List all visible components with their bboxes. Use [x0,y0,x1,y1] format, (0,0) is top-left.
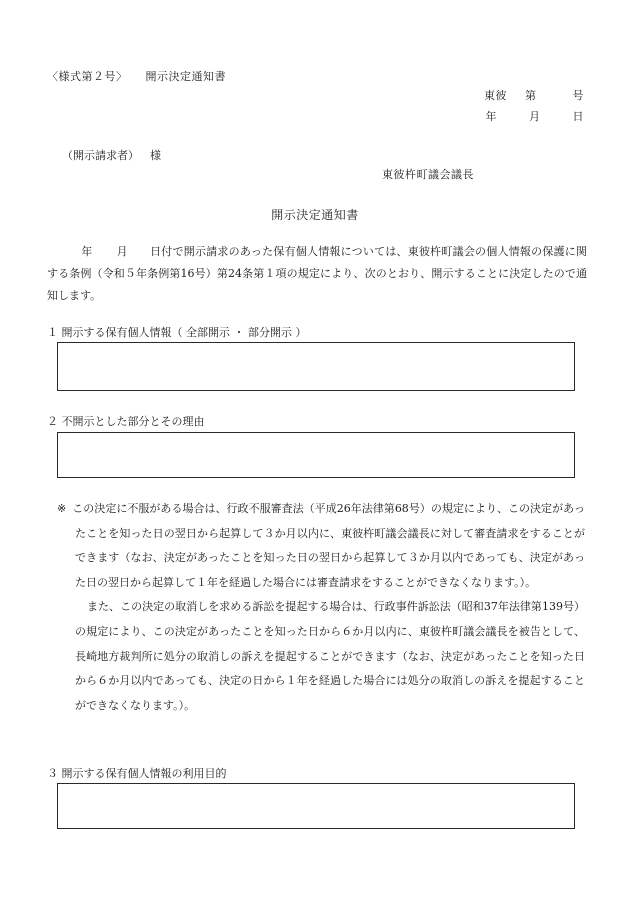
notes [57,497,585,718]
note-mark: ※ [57,502,67,515]
reference-go: 号 [572,89,584,102]
recipient-label: （開示請求者） [62,149,139,162]
recipient-honorific: 様 [150,149,161,162]
reference-number [484,87,584,103]
reference-org: 東彼 [484,89,507,102]
section-2-label: ２ 不開示とした部分とその理由 [47,415,205,428]
body-month: 月 [116,245,128,258]
date-month: 月 [529,110,541,123]
form-number: 〈様式第２号〉 [47,70,128,83]
section-2-box[interactable] [57,432,575,478]
note-text-1: この決定に不服がある場合は、行政不服審査法（平成26年法律第68号）の規定により、この決定があったことを知った日の翌日から起算して３か月以内に、東彼杵町議会議長に対して審査請求をすることができます（なお、決定があったことを知った日の翌日から起算して３か月以内であっても、決定があった日の翌日から起算して１年を経過した場合には審査請求をすることができなくなります。）。 [72,502,586,589]
form-title-small: 開示決定通知書 [145,70,226,83]
section-1-box[interactable] [57,342,575,391]
section-1-label: １ 開示する保有個人情報（ 全部開示 ・ 部分開示 ） [47,326,307,339]
date-year: 年 [485,110,497,123]
document-title: 開示決定通知書 [271,208,359,222]
note-paragraph-1 [57,497,585,595]
section-3-label: ３ 開示する保有個人情報の利用目的 [47,767,227,780]
sender: 東彼杵町議会議長 [382,168,474,181]
recipient [62,147,161,163]
reference-date [486,108,585,124]
body-year: 年 [81,245,93,258]
reference-dai: 第 [525,89,537,102]
date-day: 日 [572,110,584,123]
form-header [47,68,226,84]
body-text: 日付で開示請求のあった保有個人情報については、東彼杵町議会の個人情報の保護に関する条例（令和５年条例第16号）第24条第１項の規定により、次のとおり、開示することに決定したので通知します。 [47,245,588,302]
note-paragraph-2 [57,595,585,718]
section-3-box[interactable] [57,783,575,829]
note-text-2: また、この決定の取消しを求める訴訟を提起する場合は、行政事件訴訟法（昭和37年法律第139号）の規定により、この決定があったことを知った日から６か月以内に、東彼杵町議会議長を被告として、長崎地方裁判所に処分の取消しの訴えを提起することができます（なお、決定があったことを知った日から６か月以内であっても、決定の日から１年を経過した場合には処分の取消しの訴えを提起することができなくなります。）。 [75,600,585,712]
body-paragraph [47,241,587,307]
